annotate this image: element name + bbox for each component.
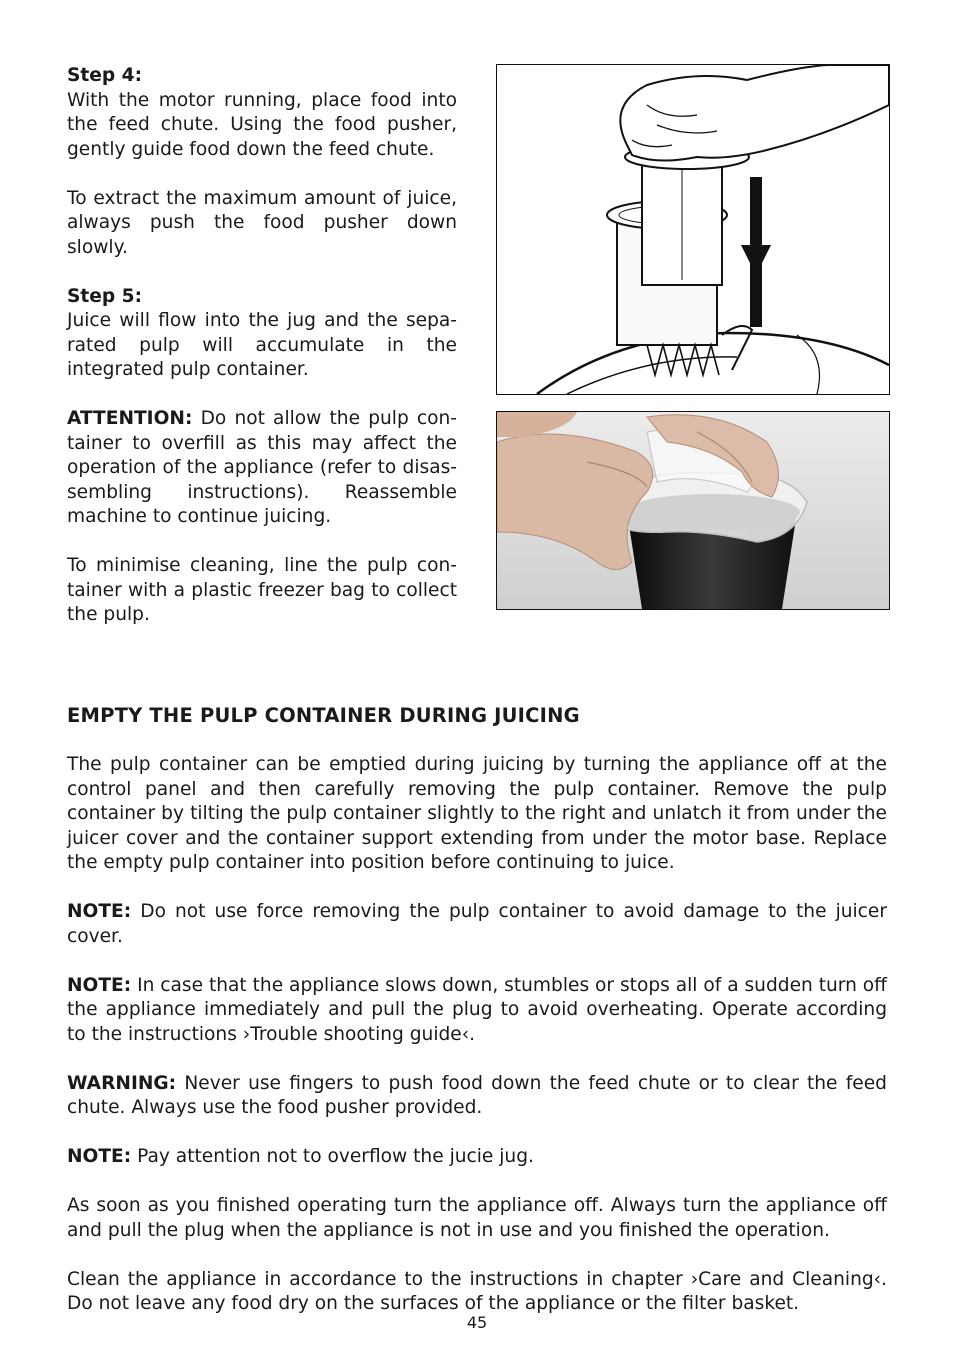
attention-label: ATTENTION: — [67, 408, 193, 429]
left-column — [67, 64, 457, 628]
attention-text: Do not allow the pulp con-tainer to overfill as this may affect the operation of the appliance (refer to disas-sembling instructions). Reassemble machine to continue juicing. — [67, 408, 457, 527]
warning-label: WARNING: — [67, 1072, 177, 1094]
step4-tip: To extract the maximum amount of juice, always push the food pusher down slowly. — [67, 187, 457, 258]
step5-text: Juice will flow into the jug and the sepa-rated pulp will accumulate in the integrated pulp container. — [67, 310, 457, 380]
warning-paragraph — [67, 1072, 887, 1121]
step5-label: Step 5: — [67, 285, 143, 307]
note3-paragraph — [67, 1145, 887, 1170]
empty-pulp-section — [67, 703, 887, 1341]
section-heading: EMPTY THE PULP CONTAINER DURING JUICING — [67, 704, 580, 727]
step5-paragraph — [67, 285, 457, 383]
step4-text: With the motor running, place food into the feed chute. Using the food pusher, gently guide food down the feed chute. — [67, 89, 457, 160]
note2-paragraph — [67, 974, 887, 1048]
clean-paragraph: Clean the appliance in accordance to the instructions in chapter ›Care and Cleaning‹. Do not leave any food dry on the surfaces of the appliance or the filter basket. — [67, 1268, 887, 1314]
page-number: 45 — [466, 1313, 488, 1332]
note3-label: NOTE: — [67, 1146, 132, 1167]
intro-paragraph: The pulp container can be emptied during juicing by turning the appliance off at the control panel and then carefully removing the pulp container. Remove the pulp container by tilting the pulp container slightly to the right and unlatch it from under the juicer cover and the container support extending from under the motor base. Replace the empty pulp container into position before continuing to juice. — [67, 754, 887, 873]
bag-photo-drawing — [497, 412, 889, 609]
pusher-illustration — [496, 64, 890, 395]
step4-paragraph — [67, 64, 457, 162]
bag-tip: To minimise cleaning, line the pulp con-tainer with a plastic freezer bag to collect the pulp. — [67, 555, 457, 625]
finish-paragraph: As soon as you finished operating turn the appliance off. Always turn the appliance off and pull the plug when the appliance is not in use and you finished the operation. — [67, 1195, 887, 1241]
pusher-drawing — [497, 65, 889, 394]
note1-label: NOTE: — [67, 901, 132, 922]
note1-text: Do not use force removing the pulp container to avoid damage to the juicer cover. — [67, 901, 887, 947]
freezer-bag-photo — [496, 411, 890, 610]
note1-paragraph — [67, 900, 887, 949]
attention-paragraph — [67, 407, 457, 530]
note2-label: NOTE: — [67, 974, 132, 996]
note2-text: In case that the appliance slows down, stumbles or stops all of a sudden turn off the appliance immediately and pull the plug to avoid overheating. Operate according to the instructions ›Trouble shooting guide‹. — [67, 974, 887, 1045]
note3-text: Pay attention not to overflow the jucie jug. — [137, 1146, 534, 1167]
warning-text: Never use fingers to push food down the feed chute or to clear the feed chute. Always use the food pusher provided. — [67, 1072, 887, 1118]
step4-label: Step 4: — [67, 65, 143, 86]
